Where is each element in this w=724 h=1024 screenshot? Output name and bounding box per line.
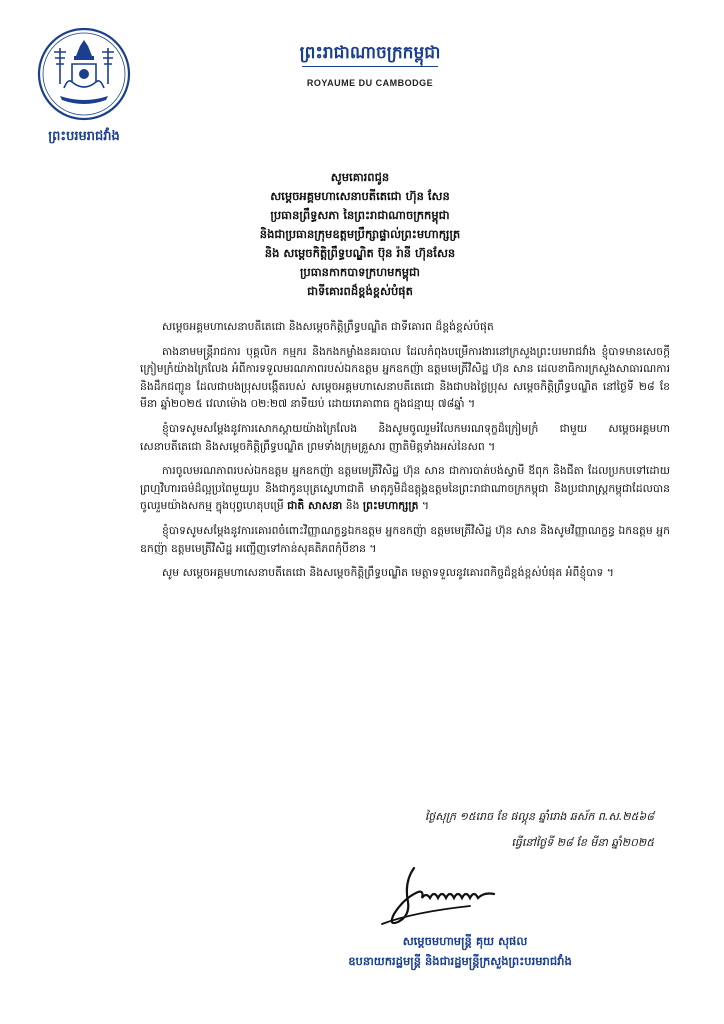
- kingdom-name-khmer: ព្រះរាជាណាចក្រកម្ពុជា: [299, 43, 441, 63]
- motto-king: ព្រះមហាក្សត្រ: [362, 499, 419, 513]
- motto-conjunction: និង: [342, 499, 363, 513]
- signer-title: ឧបនាយករដ្ឋមន្ត្រី និងជារដ្ឋមន្ត្រីក្រសួងព្រះបរមរាជវាំង: [348, 954, 572, 968]
- condolence-paragraph: ខ្ញុំបាទសូមសម្តែងនូវការសោកស្តាយយ៉ាងក្រៃលែង និងសូមចូលរួមរំលែកមរណទុក្ខដ៏ក្រៀមក្រំ ជាមួយ សម្តេចអគ្គមហាសេនាបតីតេជោ និងសម្តេចកិត្តិព្រឹទ្ធបណ្ឌិត ព្រមទាំងក្រុមគ្រួសារ ញាតិមិត្តទាំងអស់នៃសព ។: [140, 421, 670, 453]
- salutation-paragraph: សម្តេចអគ្គមហាសេនាបតីតេជោ និងសម្តេចកិត្តិព្រឹទ្ធបណ្ឌិត ជាទីគោរព ដ៏ខ្ពង់ខ្ពស់បំផុត: [162, 320, 494, 333]
- motto-nation-religion: ជាតិ សាសនា: [287, 499, 343, 513]
- signer-name: សម្តេចមហាមន្ត្រី គុយ សុផល: [402, 934, 528, 948]
- address-block: [160, 168, 560, 301]
- solar-date: ធ្វើនៅថ្ងៃទី ២៨ ខែ មីនា ឆ្នាំ២០២៥: [511, 836, 654, 849]
- tribute-end: ។: [418, 499, 429, 513]
- respect-paragraph: ខ្ញុំបាទសូមសម្តែងនូវការគោរពចំពោះវិញ្ញាណក្ខន្ធឯកឧត្តម អ្នកឧកញ៉ា ឧត្តមមេត្រីវិសិដ្ឋ ហ៊ុន សាន និងសូមវិញ្ញាណក្ខន្ធ ឯកឧត្តម អ្នកឧកញ៉ា ឧត្តមមេត្រីវិសិដ្ឋ អញ្ជើញទៅកាន់សុគតិភពកុំបីខាន ។: [140, 523, 670, 555]
- letter-body: [140, 318, 670, 589]
- address-line: សូមគោរពជូន: [330, 170, 390, 184]
- address-line: ជាទីគោរពដ៏ខ្ពង់ខ្ពស់បំផុត: [307, 284, 413, 298]
- tribute-paragraph: [140, 462, 670, 515]
- seal-caption: ព្រះបរមរាជវាំង: [48, 129, 120, 144]
- address-line: ប្រធានកាកបាទក្រហមកម្ពុជា: [300, 265, 420, 279]
- handwritten-signature: [374, 862, 524, 928]
- address-line: ប្រធានព្រឹទ្ធសភា នៃព្រះរាជាណាចក្រកម្ពុជា: [270, 208, 450, 222]
- header-divider: [302, 66, 438, 67]
- closing-paragraph: សូម សម្តេចអគ្គមហាសេនាបតីតេជោ និងសម្តេចកិត្តិព្រឹទ្ធបណ្ឌិត មេត្តាទទួលនូវគោរពកិច្ចដ៏ខ្ពង់ខ្ពស់បំផុត អំពីខ្ញុំបាទ ។: [162, 566, 614, 580]
- address-line: និងជាប្រធានក្រុមឧត្តមប្រឹក្សាផ្ទាល់ព្រះមហាក្សត្រ: [259, 227, 461, 241]
- royal-palace-seal: [36, 26, 132, 122]
- announcement-paragraph: តាងនាមមន្ត្រីរាជការ បុគ្គលិក កម្មករ និងកងកម្លាំងនគរបាល ដែលកំពុងបម្រើការងារនៅក្រសួងព្រះបរមរាជវាំង ខ្ញុំបាទមានសេចក្តីក្រៀមក្រំយ៉ាងក្រៃលែង អំពីការទទួលមរណភាពរបស់ឯកឧត្តម អ្នកឧកញ៉ា ឧត្តមមេត្រីវិសិដ្ឋ ហ៊ុន សាន ដេលខាធិការក្រសួងសាធារណការ និងដឹកជញ្ជូន ដែលជាបងប្រុសបង្កើតរបស់ សម្តេចអគ្គមហាសេនាបតីតេជោ និងជាបងថ្លៃប្រុស សម្តេចកិត្តិព្រឹទ្ធបណ្ឌិត នៅថ្ងៃទី ២៨ ខែ មីនា ឆ្នាំ២០២៥ វេលាម៉ោង ០២:២៧ នាទីយប់ ដោយរោគាពាធ ក្នុងជន្មាយុ ៧៨ឆ្នាំ ។: [140, 344, 670, 411]
- kingdom-name-french: ROYAUME DU CAMBODGE: [306, 78, 434, 88]
- tribute-text: ការចូលមរណភាពរបស់ឯកឧត្តម អ្នកឧកញ៉ា ឧត្តមមេត្រីវិសិដ្ឋ ហ៊ុន សាន ជាការបាត់បង់ស្វាមី ឪពុក និងជីតា ដែលប្រកបទៅដោយព្រហ្មវិហារធម៌ដ៏ល្អប្រពៃមួយរូប និងជាកូនបុត្រស្នេហាជាតិ មាតុភូមិដ៏ឧត្តុង្គឧត្តមនៃព្រះរាជាណាចក្រកម្ពុជា និងប្រជារាស្ត្រកម្ពុជាដែលបានចូលរួមយ៉ាងសកម្ម ក្នុងបុព្វហេតុបម្រើ: [140, 464, 670, 513]
- lunar-date: ថ្ងៃសុក្រ ១៥រោច ខែ ផល្គុន ឆ្នាំរោង ឆស័ក ព.ស.២៥៦៨: [424, 810, 654, 823]
- address-line: និង សម្តេចកិត្តិព្រឹទ្ធបណ្ឌិត ប៊ុន រ៉ានី ហ៊ុនសែន: [264, 246, 456, 260]
- address-line: សម្តេចអគ្គមហាសេនាបតីតេជោ ហ៊ុន សែន: [270, 189, 450, 203]
